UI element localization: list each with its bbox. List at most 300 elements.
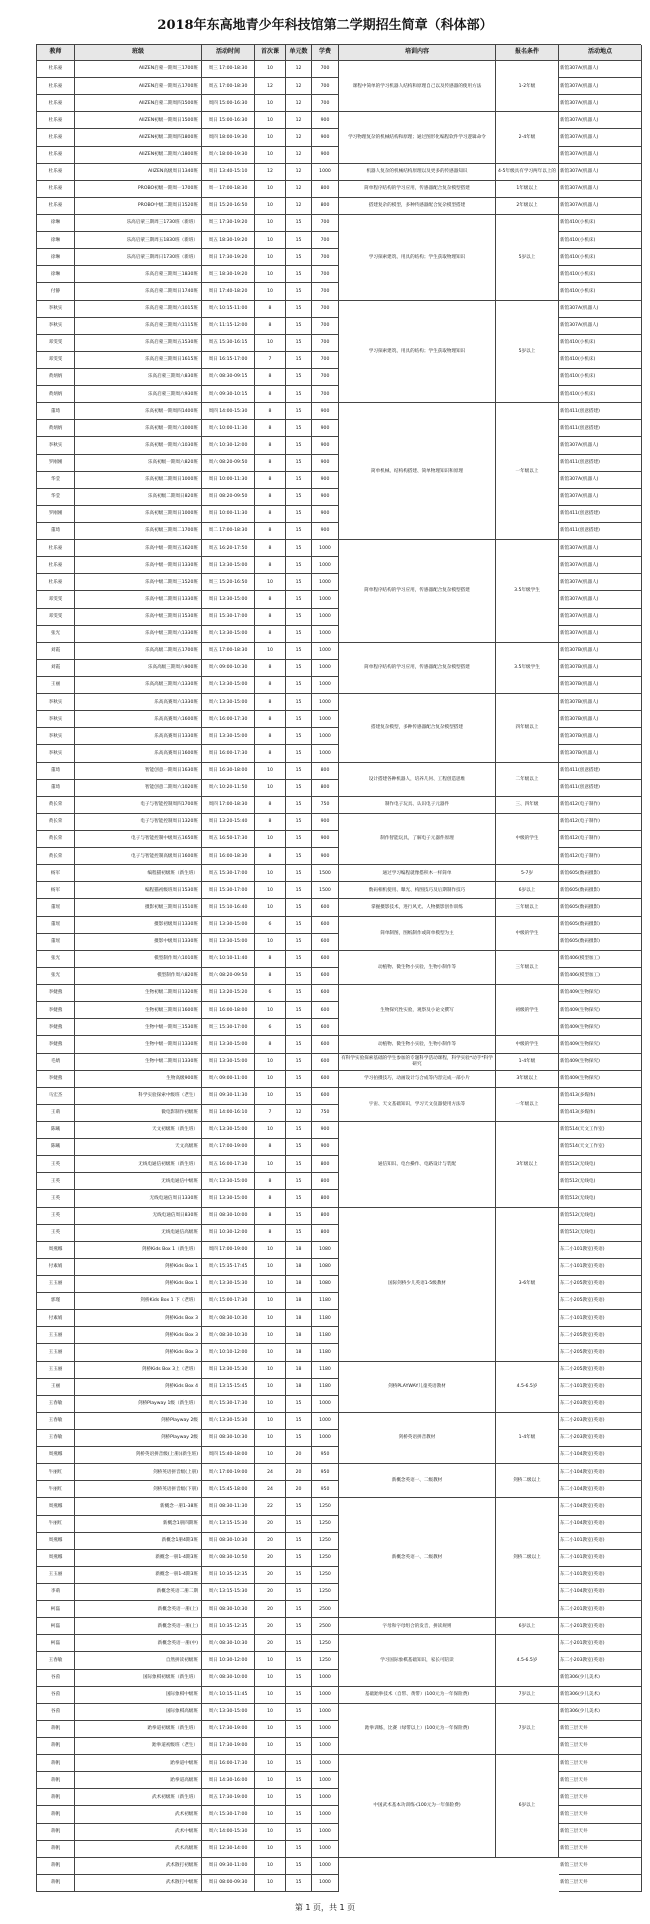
schedule-cell: 周六 10:00-11:30	[202, 420, 255, 437]
teacher-cell: 陈曦	[37, 1122, 75, 1139]
schedule-cell: 周日 10:30-12:00	[202, 1225, 255, 1242]
class-name-cell: 乐高初级二期周日820班	[75, 489, 202, 506]
schedule-cell: 周日 08:00-09:30	[202, 1875, 255, 1892]
teacher-cell: 牛丽红	[37, 1516, 75, 1533]
unit-count-cell: 12	[286, 129, 312, 146]
location-cell: 新馆412(电子制作)	[559, 831, 642, 848]
unit-count-cell: 15	[286, 420, 312, 437]
class-name-cell: 电子与智能控制高级周日1600班	[75, 848, 202, 865]
header-cell: 首次课	[255, 45, 286, 61]
fee-cell: 600	[312, 1002, 339, 1019]
unit-count-cell: 15	[286, 335, 312, 352]
fee-cell: 950	[312, 1447, 339, 1464]
unit-count-cell: 15	[286, 232, 312, 249]
location-cell: 新馆307A(机器人)	[559, 489, 642, 506]
class-name-cell: 剑桥Playway 2级	[75, 1430, 202, 1447]
teacher-cell: 邓雯雯	[37, 591, 75, 608]
class-name-cell: 摄影初级周日1330班	[75, 917, 202, 934]
class-name-cell: 摄影中级周日1330班	[75, 934, 202, 951]
teacher-cell: 李婕燕	[37, 1002, 75, 1019]
unit-count-cell: 12	[286, 198, 312, 215]
class-name-cell: 剑桥Kids Box 1	[75, 1259, 202, 1276]
schedule-cell: 周六 13:30-15:00	[202, 1122, 255, 1139]
class-name-cell: 智能创意一期周日1630班	[75, 763, 202, 780]
location-cell: 新馆411(创意搭建)	[559, 403, 642, 420]
class-name-cell: 乐高初级三期周日1000班	[75, 506, 202, 523]
class-name-cell: 剑桥Playway 1级（新生班）	[75, 1396, 202, 1413]
class-name-cell: 无线电通信初级班（新生班）	[75, 1156, 202, 1173]
class-name-cell: AIIZEN启蒙一期周五1700班	[75, 78, 202, 95]
unit-count-cell: 15	[286, 249, 312, 266]
unit-count-cell: 15	[286, 1156, 312, 1173]
fee-cell: 900	[312, 1139, 339, 1156]
schedule-cell: 周日 13:40-15:10	[202, 164, 255, 181]
location-cell: 新馆412(电子制作)	[559, 848, 642, 865]
schedule-cell: 周日 08:30-11:30	[202, 1498, 255, 1515]
fee-cell: 600	[312, 917, 339, 934]
fee-cell: 700	[312, 283, 339, 300]
schedule-cell: 周四 18:00-19:30	[202, 129, 255, 146]
location-cell: 新馆514(天文工作室)	[559, 1122, 642, 1139]
class-name-cell: 生物初级二期周日1320班	[75, 985, 202, 1002]
location-cell: 新馆512(无线电)	[559, 1225, 642, 1242]
fee-cell: 700	[312, 215, 339, 232]
first-class-cell: 12	[255, 78, 286, 95]
schedule-cell: 周六 13:30-15:30	[202, 1276, 255, 1293]
schedule-cell: 周六 13:30-15:00	[202, 626, 255, 643]
teacher-cell: 陈曦	[37, 1139, 75, 1156]
unit-count-cell: 15	[286, 386, 312, 403]
first-class-cell: 8	[255, 814, 286, 831]
schedule-cell: 周日 13:30-15:00	[202, 1190, 255, 1207]
first-class-cell: 10	[255, 1379, 286, 1396]
first-class-cell: 8	[255, 472, 286, 489]
teacher-cell: 周燕娜	[37, 1447, 75, 1464]
training-content-cell: 宇宙、天文基础知识，学习天文仪器使用方法等	[339, 1088, 496, 1122]
schedule-cell: 周日 09:30-11:00	[202, 1858, 255, 1875]
location-cell: 新馆410(小机床)	[559, 249, 642, 266]
teacher-cell: 柯磊	[37, 1635, 75, 1652]
fee-cell: 700	[312, 386, 339, 403]
class-name-cell: 跆拳道中级班	[75, 1755, 202, 1772]
location-cell: 新馆512(无线电)	[559, 1208, 642, 1225]
class-name-cell: AIIZEN启蒙一期周三1700班	[75, 61, 202, 78]
unit-count-cell: 15	[286, 831, 312, 848]
unit-count-cell: 18	[286, 1362, 312, 1379]
first-class-cell: 10	[255, 780, 286, 797]
schedule-cell: 周五 17:00-18:30	[202, 643, 255, 660]
schedule-cell: 周五 15:30-16:15	[202, 335, 255, 352]
unit-count-cell: 12	[286, 61, 312, 78]
training-content-cell: 简单程序结构的学习应用，传感器配合复杂模型搭建	[339, 643, 496, 694]
enrollment-condition-cell: 2年级以上	[496, 198, 559, 215]
training-content-cell: 学习拍摄技巧，动画设计与合成等内容完成一部小片	[339, 1071, 496, 1088]
first-class-cell: 8	[255, 455, 286, 472]
teacher-cell: 董琦	[37, 523, 75, 540]
schedule-cell: 周六 17:00-19:00	[202, 1464, 255, 1481]
fee-cell: 1180	[312, 1362, 339, 1379]
class-name-cell: 乐高初级一期周六1030班	[75, 437, 202, 454]
enrollment-condition-cell: 3.5年级学生	[496, 540, 559, 643]
first-class-cell: 24	[255, 1464, 286, 1481]
class-name-cell: 乐高中级一期周日1330班	[75, 557, 202, 574]
enrollment-condition-cell: 1-4年级	[496, 1054, 559, 1071]
teacher-cell: 王英	[37, 1225, 75, 1242]
fee-cell: 600	[312, 899, 339, 916]
teacher-cell: 李萌	[37, 1584, 75, 1601]
schedule-cell: 周六 08:20-09:50	[202, 968, 255, 985]
class-name-cell: 乐高启蒙二期周日1740班	[75, 283, 202, 300]
enrollment-condition-cell: 3年级以上	[496, 1122, 559, 1208]
unit-count-cell: 15	[286, 1772, 312, 1789]
enrollment-condition-cell: 三年级以上	[496, 951, 559, 985]
fee-cell: 1000	[312, 711, 339, 728]
first-class-cell: 10	[255, 1276, 286, 1293]
unit-count-cell: 20	[286, 1447, 312, 1464]
unit-count-cell: 15	[286, 1071, 312, 1088]
unit-count-cell: 15	[286, 694, 312, 711]
location-cell: 新馆三层天井	[559, 1789, 642, 1806]
schedule-cell: 周六 13:30-15:00	[202, 677, 255, 694]
first-class-cell: 10	[255, 283, 286, 300]
schedule-cell: 周日 15:30-17:00	[202, 609, 255, 626]
teacher-cell: 张光	[37, 951, 75, 968]
location-cell: 新馆512(无线电)	[559, 1190, 642, 1207]
location-cell: 新馆307B(机器人)	[559, 728, 642, 745]
unit-count-cell: 15	[286, 780, 312, 797]
schedule-cell: 周日 13:30-15:30	[202, 1362, 255, 1379]
location-cell: 东二小104教室(英语)	[559, 1481, 642, 1498]
first-class-cell: 10	[255, 249, 286, 266]
schedule-cell: 周三 15:30-17:00	[202, 1019, 255, 1036]
first-class-cell: 10	[255, 1755, 286, 1772]
class-name-cell: 生物高级900班	[75, 1071, 202, 1088]
first-class-cell: 8	[255, 301, 286, 318]
class-name-cell: 新概念英语一册(上)	[75, 1601, 202, 1618]
class-name-cell: 智能创意二期周六1020班	[75, 780, 202, 797]
class-name-cell: 编程猫初级班周日1530班	[75, 882, 202, 899]
class-name-cell: 剑桥Kids Box 3上（老班）	[75, 1362, 202, 1379]
teacher-cell: 董瑶	[37, 934, 75, 951]
teacher-cell: 黄炳炳	[37, 420, 75, 437]
fee-cell: 1250	[312, 1550, 339, 1567]
first-class-cell: 7	[255, 352, 286, 369]
schedule-cell: 周日 13:20-15:20	[202, 985, 255, 1002]
teacher-cell: 蒋帆	[37, 1858, 75, 1875]
schedule-cell: 周日 15:00-16:30	[202, 112, 255, 129]
class-name-cell: PROBO中级二期周日1520班	[75, 198, 202, 215]
schedule-cell: 周六 11:15-12:00	[202, 318, 255, 335]
teacher-cell: 谷茵	[37, 1687, 75, 1704]
location-cell: 新馆413(多媒体)	[559, 1088, 642, 1105]
schedule-cell: 周六 10:10-11:40	[202, 951, 255, 968]
location-cell: 东二小205教室(英语)	[559, 1327, 642, 1344]
fee-cell: 800	[312, 198, 339, 215]
first-class-cell: 10	[255, 112, 286, 129]
first-class-cell: 20	[255, 1635, 286, 1652]
first-class-cell: 8	[255, 728, 286, 745]
enrollment-condition-cell: 6岁以上	[496, 1755, 559, 1858]
class-name-cell: 科学实验探索中级班（老生）	[75, 1088, 202, 1105]
first-class-cell: 10	[255, 1806, 286, 1823]
location-cell: 新馆411(创意搭建)	[559, 763, 642, 780]
teacher-cell: 杜乐豪	[37, 574, 75, 591]
schedule-cell: 周六 08:20-09:50	[202, 455, 255, 472]
location-cell: 东二小201教室(英语)	[559, 1618, 642, 1635]
class-name-cell: 剑桥Kids Box 3	[75, 1344, 202, 1361]
unit-count-cell: 15	[286, 643, 312, 660]
first-class-cell: 8	[255, 1173, 286, 1190]
first-class-cell: 7	[255, 1105, 286, 1122]
first-class-cell: 12	[255, 164, 286, 181]
first-class-cell: 10	[255, 865, 286, 882]
unit-count-cell: 15	[286, 968, 312, 985]
teacher-cell: 杜乐豪	[37, 61, 75, 78]
schedule-cell: 周二 17:00-18:30	[202, 523, 255, 540]
class-name-cell: 乐高启蒙三期周六1115班	[75, 318, 202, 335]
schedule-cell: 周六 16:00-17:30	[202, 711, 255, 728]
location-cell: 新馆307A(机器人)	[559, 78, 642, 95]
teacher-cell: 王春敏	[37, 1396, 75, 1413]
unit-count-cell: 15	[286, 1413, 312, 1430]
location-cell: 新馆307B(机器人)	[559, 677, 642, 694]
schedule-cell: 周六 15:45-18:00	[202, 1481, 255, 1498]
fee-cell: 1000	[312, 1755, 339, 1772]
class-name-cell: 剑桥Kids Box 3	[75, 1327, 202, 1344]
location-cell: 新馆306(少儿美术)	[559, 1704, 642, 1721]
schedule-cell: 周六 09:00-10:30	[202, 660, 255, 677]
location-cell: 新馆三层天井	[559, 1824, 642, 1841]
unit-count-cell: 15	[286, 1841, 312, 1858]
schedule-cell: 周六 18:00-19:30	[202, 147, 255, 164]
teacher-cell: 徐琳	[37, 232, 75, 249]
location-cell: 新馆三层天井	[559, 1772, 642, 1789]
first-class-cell: 10	[255, 934, 286, 951]
first-class-cell: 8	[255, 523, 286, 540]
first-class-cell: 10	[255, 232, 286, 249]
first-class-cell: 10	[255, 1652, 286, 1669]
schedule-cell: 周日 16:00-17:30	[202, 745, 255, 762]
first-class-cell: 6	[255, 985, 286, 1002]
location-cell: 东二小203教室(英语)	[559, 1430, 642, 1447]
class-name-cell: 乐高启蒙二期周六1015班	[75, 301, 202, 318]
location-cell: 新馆307A(机器人)	[559, 129, 642, 146]
class-name-cell: 国际象棋中级班	[75, 1687, 202, 1704]
location-cell: 东二小104教室(英语)	[559, 1447, 642, 1464]
class-name-cell: 乐高初级一期周六1000班	[75, 420, 202, 437]
enrollment-condition-cell: 2-4年级	[496, 112, 559, 163]
unit-count-cell: 18	[286, 1276, 312, 1293]
teacher-cell: 付静	[37, 283, 75, 300]
first-class-cell: 8	[255, 591, 286, 608]
teacher-cell: 杨军	[37, 865, 75, 882]
location-cell: 东二小205教室(英语)	[559, 1344, 642, 1361]
fee-cell: 600	[312, 968, 339, 985]
class-name-cell: 乐高高赛周日1330班	[75, 728, 202, 745]
class-name-cell: 乐高中级三期周六1330班	[75, 626, 202, 643]
unit-count-cell: 18	[286, 1327, 312, 1344]
teacher-cell: 杜乐豪	[37, 78, 75, 95]
enrollment-condition-cell: 初级的学生	[496, 985, 559, 1036]
training-content-cell: 新概念英语一、二级教材	[339, 1498, 496, 1618]
unit-count-cell: 15	[286, 1721, 312, 1738]
fee-cell: 1250	[312, 1567, 339, 1584]
teacher-cell: 华莹	[37, 489, 75, 506]
fee-cell: 1000	[312, 745, 339, 762]
unit-count-cell: 15	[286, 1516, 312, 1533]
first-class-cell: 8	[255, 437, 286, 454]
unit-count-cell: 15	[286, 917, 312, 934]
location-cell: 新馆306(少儿美术)	[559, 1687, 642, 1704]
first-class-cell: 20	[255, 1533, 286, 1550]
class-name-cell: 生物中级一期周三1530班	[75, 1019, 202, 1036]
schedule-cell: 周六 10:15-11:45	[202, 1687, 255, 1704]
class-name-cell: 生物中级二期周日1330班	[75, 1054, 202, 1071]
unit-count-cell: 15	[286, 1019, 312, 1036]
first-class-cell: 8	[255, 968, 286, 985]
class-name-cell: 乐高高赛周六1600班	[75, 711, 202, 728]
teacher-cell: 王玉丽	[37, 1327, 75, 1344]
location-cell: 新馆409(生物探究)	[559, 1019, 642, 1036]
class-name-cell: 新概念一册1-4期3班	[75, 1550, 202, 1567]
training-content-cell: 制作智能玩具，了解电子元器件原理	[339, 814, 496, 865]
enrollment-table	[36, 44, 641, 1892]
teacher-cell: 董瑶	[37, 899, 75, 916]
first-class-cell: 8	[255, 745, 286, 762]
class-name-cell: 乐高启蒙三期周日1615班	[75, 352, 202, 369]
first-class-cell: 10	[255, 1841, 286, 1858]
fee-cell: 950	[312, 1464, 339, 1481]
class-name-cell: 剑桥Kids Box 1	[75, 1276, 202, 1293]
teacher-cell: 王丽	[37, 1379, 75, 1396]
enrollment-condition-cell: 4.5-6.5岁	[496, 1362, 559, 1413]
teacher-cell: 王英	[37, 1190, 75, 1207]
schedule-cell: 周日 10:30-12:00	[202, 1652, 255, 1669]
unit-count-cell: 15	[286, 1002, 312, 1019]
schedule-cell: 周五 15:30-17:00	[202, 865, 255, 882]
unit-count-cell: 15	[286, 1567, 312, 1584]
location-cell: 新馆411(创意搭建)	[559, 506, 642, 523]
schedule-cell: 周日 13:30-15:00	[202, 1054, 255, 1071]
unit-count-cell: 12	[286, 147, 312, 164]
unit-count-cell: 12	[286, 164, 312, 181]
fee-cell: 1000	[312, 1738, 339, 1755]
location-cell: 新馆307A(机器人)	[559, 437, 642, 454]
unit-count-cell: 15	[286, 369, 312, 386]
training-content-cell: 学习国际象棋基础知识，家长可陪读	[339, 1635, 496, 1686]
teacher-cell: 王春敏	[37, 1430, 75, 1447]
training-content-cell: 动植物、微生物小实验，生物小制作等	[339, 1036, 496, 1053]
unit-count-cell: 15	[286, 1755, 312, 1772]
location-cell: 新馆409(生物探究)	[559, 1002, 642, 1019]
teacher-cell: 华莹	[37, 472, 75, 489]
unit-count-cell: 15	[286, 1396, 312, 1413]
first-class-cell: 10	[255, 1447, 286, 1464]
teacher-cell: 李婕燕	[37, 1019, 75, 1036]
teacher-cell: 张光	[37, 626, 75, 643]
first-class-cell: 10	[255, 1721, 286, 1738]
fee-cell: 1000	[312, 1841, 339, 1858]
location-cell: 新馆三层天井	[559, 1755, 642, 1772]
schedule-cell: 周日 10:35-12:35	[202, 1618, 255, 1635]
unit-count-cell: 15	[286, 951, 312, 968]
schedule-cell: 周六 08:30-10:30	[202, 1310, 255, 1327]
enrollment-condition-cell: 3年级以上	[496, 1071, 559, 1088]
schedule-cell: 周日 13:30-15:00	[202, 934, 255, 951]
location-cell: 新馆307A(机器人)	[559, 574, 642, 591]
first-class-cell: 10	[255, 1362, 286, 1379]
enrollment-condition-cell: 三年级以上	[496, 899, 559, 916]
first-class-cell: 10	[255, 266, 286, 283]
location-cell: 新馆307A(机器人)	[559, 318, 642, 335]
unit-count-cell: 15	[286, 1190, 312, 1207]
location-cell: 东二小104教室(英语)	[559, 1464, 642, 1481]
teacher-cell: 马宏杰	[37, 1088, 75, 1105]
schedule-cell: 周六 15:00-17:30	[202, 1293, 255, 1310]
teacher-cell: 刘霞	[37, 643, 75, 660]
unit-count-cell: 18	[286, 1310, 312, 1327]
training-content-cell: 字母和字母组合的发音，拼读规则	[339, 1618, 496, 1635]
fee-cell: 700	[312, 369, 339, 386]
class-name-cell: 乐高启蒙三期周三1730班（新班）	[75, 215, 202, 232]
fee-cell: 750	[312, 1105, 339, 1122]
class-name-cell: 无线电通信周日1330班	[75, 1190, 202, 1207]
location-cell: 新馆307A(机器人)	[559, 540, 642, 557]
fee-cell: 900	[312, 848, 339, 865]
class-name-cell: 乐高中级一期周五1620班	[75, 540, 202, 557]
enrollment-condition-cell: 1-2年级	[496, 61, 559, 112]
fee-cell: 1000	[312, 643, 339, 660]
fee-cell: 1000	[312, 1396, 339, 1413]
first-class-cell: 10	[255, 763, 286, 780]
teacher-cell: 李婕燕	[37, 1036, 75, 1053]
enrollment-condition-cell: 5岁以上	[496, 215, 559, 301]
unit-count-cell: 15	[286, 848, 312, 865]
location-cell: 东二小201教室(英语)	[559, 1635, 642, 1652]
fee-cell: 700	[312, 318, 339, 335]
class-name-cell: 武术散打中级班	[75, 1875, 202, 1892]
unit-count-cell: 15	[286, 1208, 312, 1225]
teacher-cell: 蒋帆	[37, 1755, 75, 1772]
unit-count-cell: 15	[286, 506, 312, 523]
fee-cell: 900	[312, 831, 339, 848]
first-class-cell: 8	[255, 1225, 286, 1242]
fee-cell: 1000	[312, 1721, 339, 1738]
location-cell: 新馆409(生物探究)	[559, 1036, 642, 1053]
schedule-cell: 周日 13:30-15:00	[202, 557, 255, 574]
unit-count-cell: 15	[286, 814, 312, 831]
schedule-cell: 周六 17:30-19:00	[202, 1721, 255, 1738]
teacher-cell: 李秋实	[37, 437, 75, 454]
teacher-cell: 谷茵	[37, 1670, 75, 1687]
first-class-cell: 8	[255, 369, 286, 386]
class-name-cell: 生物中级一期周日1330班	[75, 1036, 202, 1053]
enrollment-condition-cell: 一年级以上	[496, 403, 559, 540]
schedule-cell: 周日 10:00-11:30	[202, 506, 255, 523]
first-class-cell: 8	[255, 626, 286, 643]
teacher-cell: 付素娟	[37, 1310, 75, 1327]
fee-cell: 1250	[312, 1533, 339, 1550]
schedule-cell: 周日 15:20-16:50	[202, 198, 255, 215]
teacher-cell: 王玉丽	[37, 1276, 75, 1293]
header-cell: 班级	[75, 45, 202, 61]
unit-count-cell: 15	[286, 1858, 312, 1875]
first-class-cell: 10	[255, 1122, 286, 1139]
schedule-cell: 周六 08:30-09:15	[202, 369, 255, 386]
enrollment-condition-cell: 7岁以上	[496, 1687, 559, 1704]
teacher-cell: 罗刚刚	[37, 455, 75, 472]
first-class-cell: 10	[255, 1259, 286, 1276]
